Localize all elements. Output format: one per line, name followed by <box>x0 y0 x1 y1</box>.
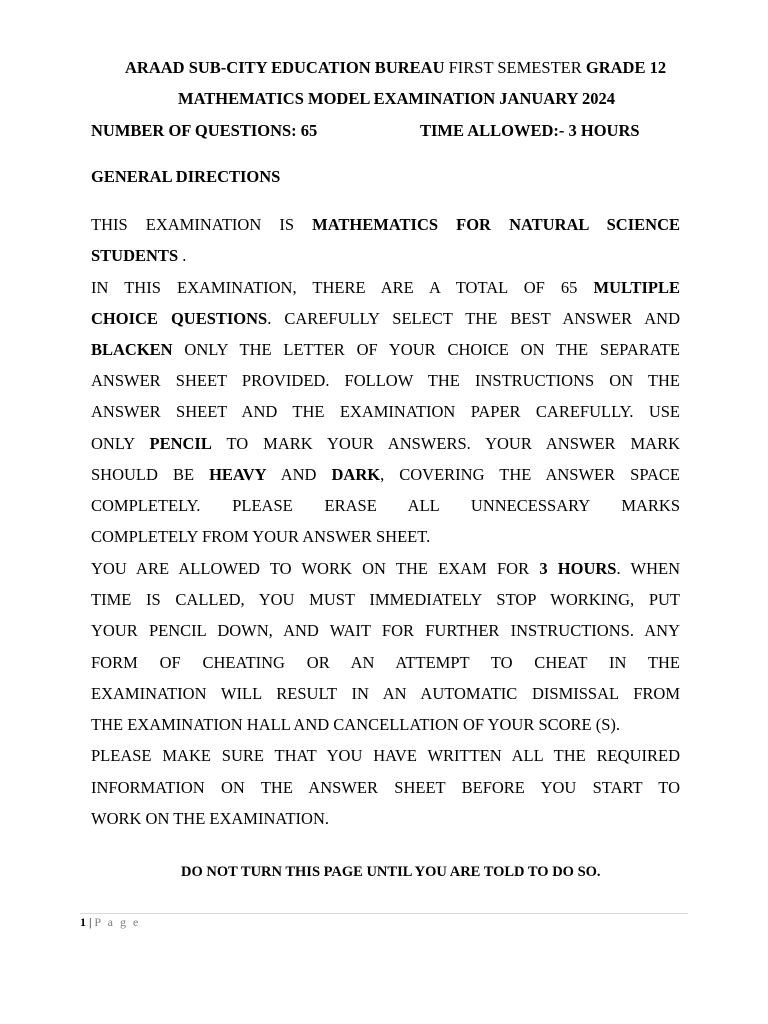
page-label: P a g e <box>94 915 141 929</box>
directions-text-line: BLACKEN ONLY THE LETTER OF YOUR CHOICE ON THE SEPARATE <box>91 340 680 359</box>
directions-text-line: INFORMATION ON THE ANSWER SHEET BEFORE YOU START TO <box>91 778 680 797</box>
general-directions-heading: GENERAL DIRECTIONS <box>91 167 281 186</box>
directions-text-line: ONLY PENCIL TO MARK YOUR ANSWERS. YOUR ANSWER MARK <box>91 434 680 453</box>
directions-text-line: COMPLETELY FROM YOUR ANSWER SHEET. <box>91 527 431 546</box>
directions-text-line: SHOULD BE HEAVY AND DARK, COVERING THE ANSWER SPACE <box>91 465 680 484</box>
directions-text-line: ANSWER SHEET AND THE EXAMINATION PAPER CAREFULLY. USE <box>91 402 680 421</box>
exam-title-line-1 <box>125 58 666 78</box>
exam-title-line-2: MATHEMATICS MODEL EXAMINATION JANUARY 2024 <box>178 89 615 108</box>
directions-text-line: THE EXAMINATION HALL AND CANCELLATION OF YOUR SCORE (S). <box>91 715 621 734</box>
page-separator: | <box>86 915 95 929</box>
page-number: 1 <box>80 915 86 929</box>
directions-text-line: ANSWER SHEET PROVIDED. FOLLOW THE INSTRUCTIONS ON THE <box>91 371 680 390</box>
number-of-questions: NUMBER OF QUESTIONS: 65 <box>91 121 318 140</box>
time-allowed: TIME ALLOWED:- 3 HOURS <box>420 121 640 140</box>
directions-text-line: EXAMINATION WILL RESULT IN AN AUTOMATIC DISMISSAL FROM <box>91 684 680 703</box>
semester-label: FIRST SEMESTER <box>444 58 586 77</box>
directions-text-line: IN THIS EXAMINATION, THERE ARE A TOTAL OF 65 MULTIPLE <box>91 278 680 297</box>
directions-text-line: PLEASE MAKE SURE THAT YOU HAVE WRITTEN ALL THE REQUIRED <box>91 746 680 765</box>
directions-text-line: WORK ON THE EXAMINATION. <box>91 809 330 828</box>
directions-text-line: STUDENTS . <box>91 246 187 265</box>
directions-text-line: FORM OF CHEATING OR AN ATTEMPT TO CHEAT IN THE <box>91 653 680 672</box>
grade-label: GRADE 12 <box>585 58 667 77</box>
directions-text-line: COMPLETELY. PLEASE ERASE ALL UNNECESSARY MARKS <box>91 496 680 515</box>
directions-text-line: THIS EXAMINATION IS MATHEMATICS FOR NATURAL SCIENCE <box>91 215 680 234</box>
bureau-name: ARAAD SUB-CITY EDUCATION BUREAU <box>125 58 445 77</box>
directions-text-line: CHOICE QUESTIONS. CAREFULLY SELECT THE BEST ANSWER AND <box>91 309 680 328</box>
directions-text-line: YOU ARE ALLOWED TO WORK ON THE EXAM FOR 3 HOURS. WHEN <box>91 559 681 578</box>
page-footer <box>80 914 140 930</box>
do-not-turn-notice: DO NOT TURN THIS PAGE UNTIL YOU ARE TOLD TO DO SO. <box>181 864 601 880</box>
footer-divider <box>80 913 688 914</box>
directions-text-line: TIME IS CALLED, YOU MUST IMMEDIATELY STOP WORKING, PUT <box>91 590 680 609</box>
directions-text-line: YOUR PENCIL DOWN, AND WAIT FOR FURTHER INSTRUCTIONS. ANY <box>91 621 680 640</box>
